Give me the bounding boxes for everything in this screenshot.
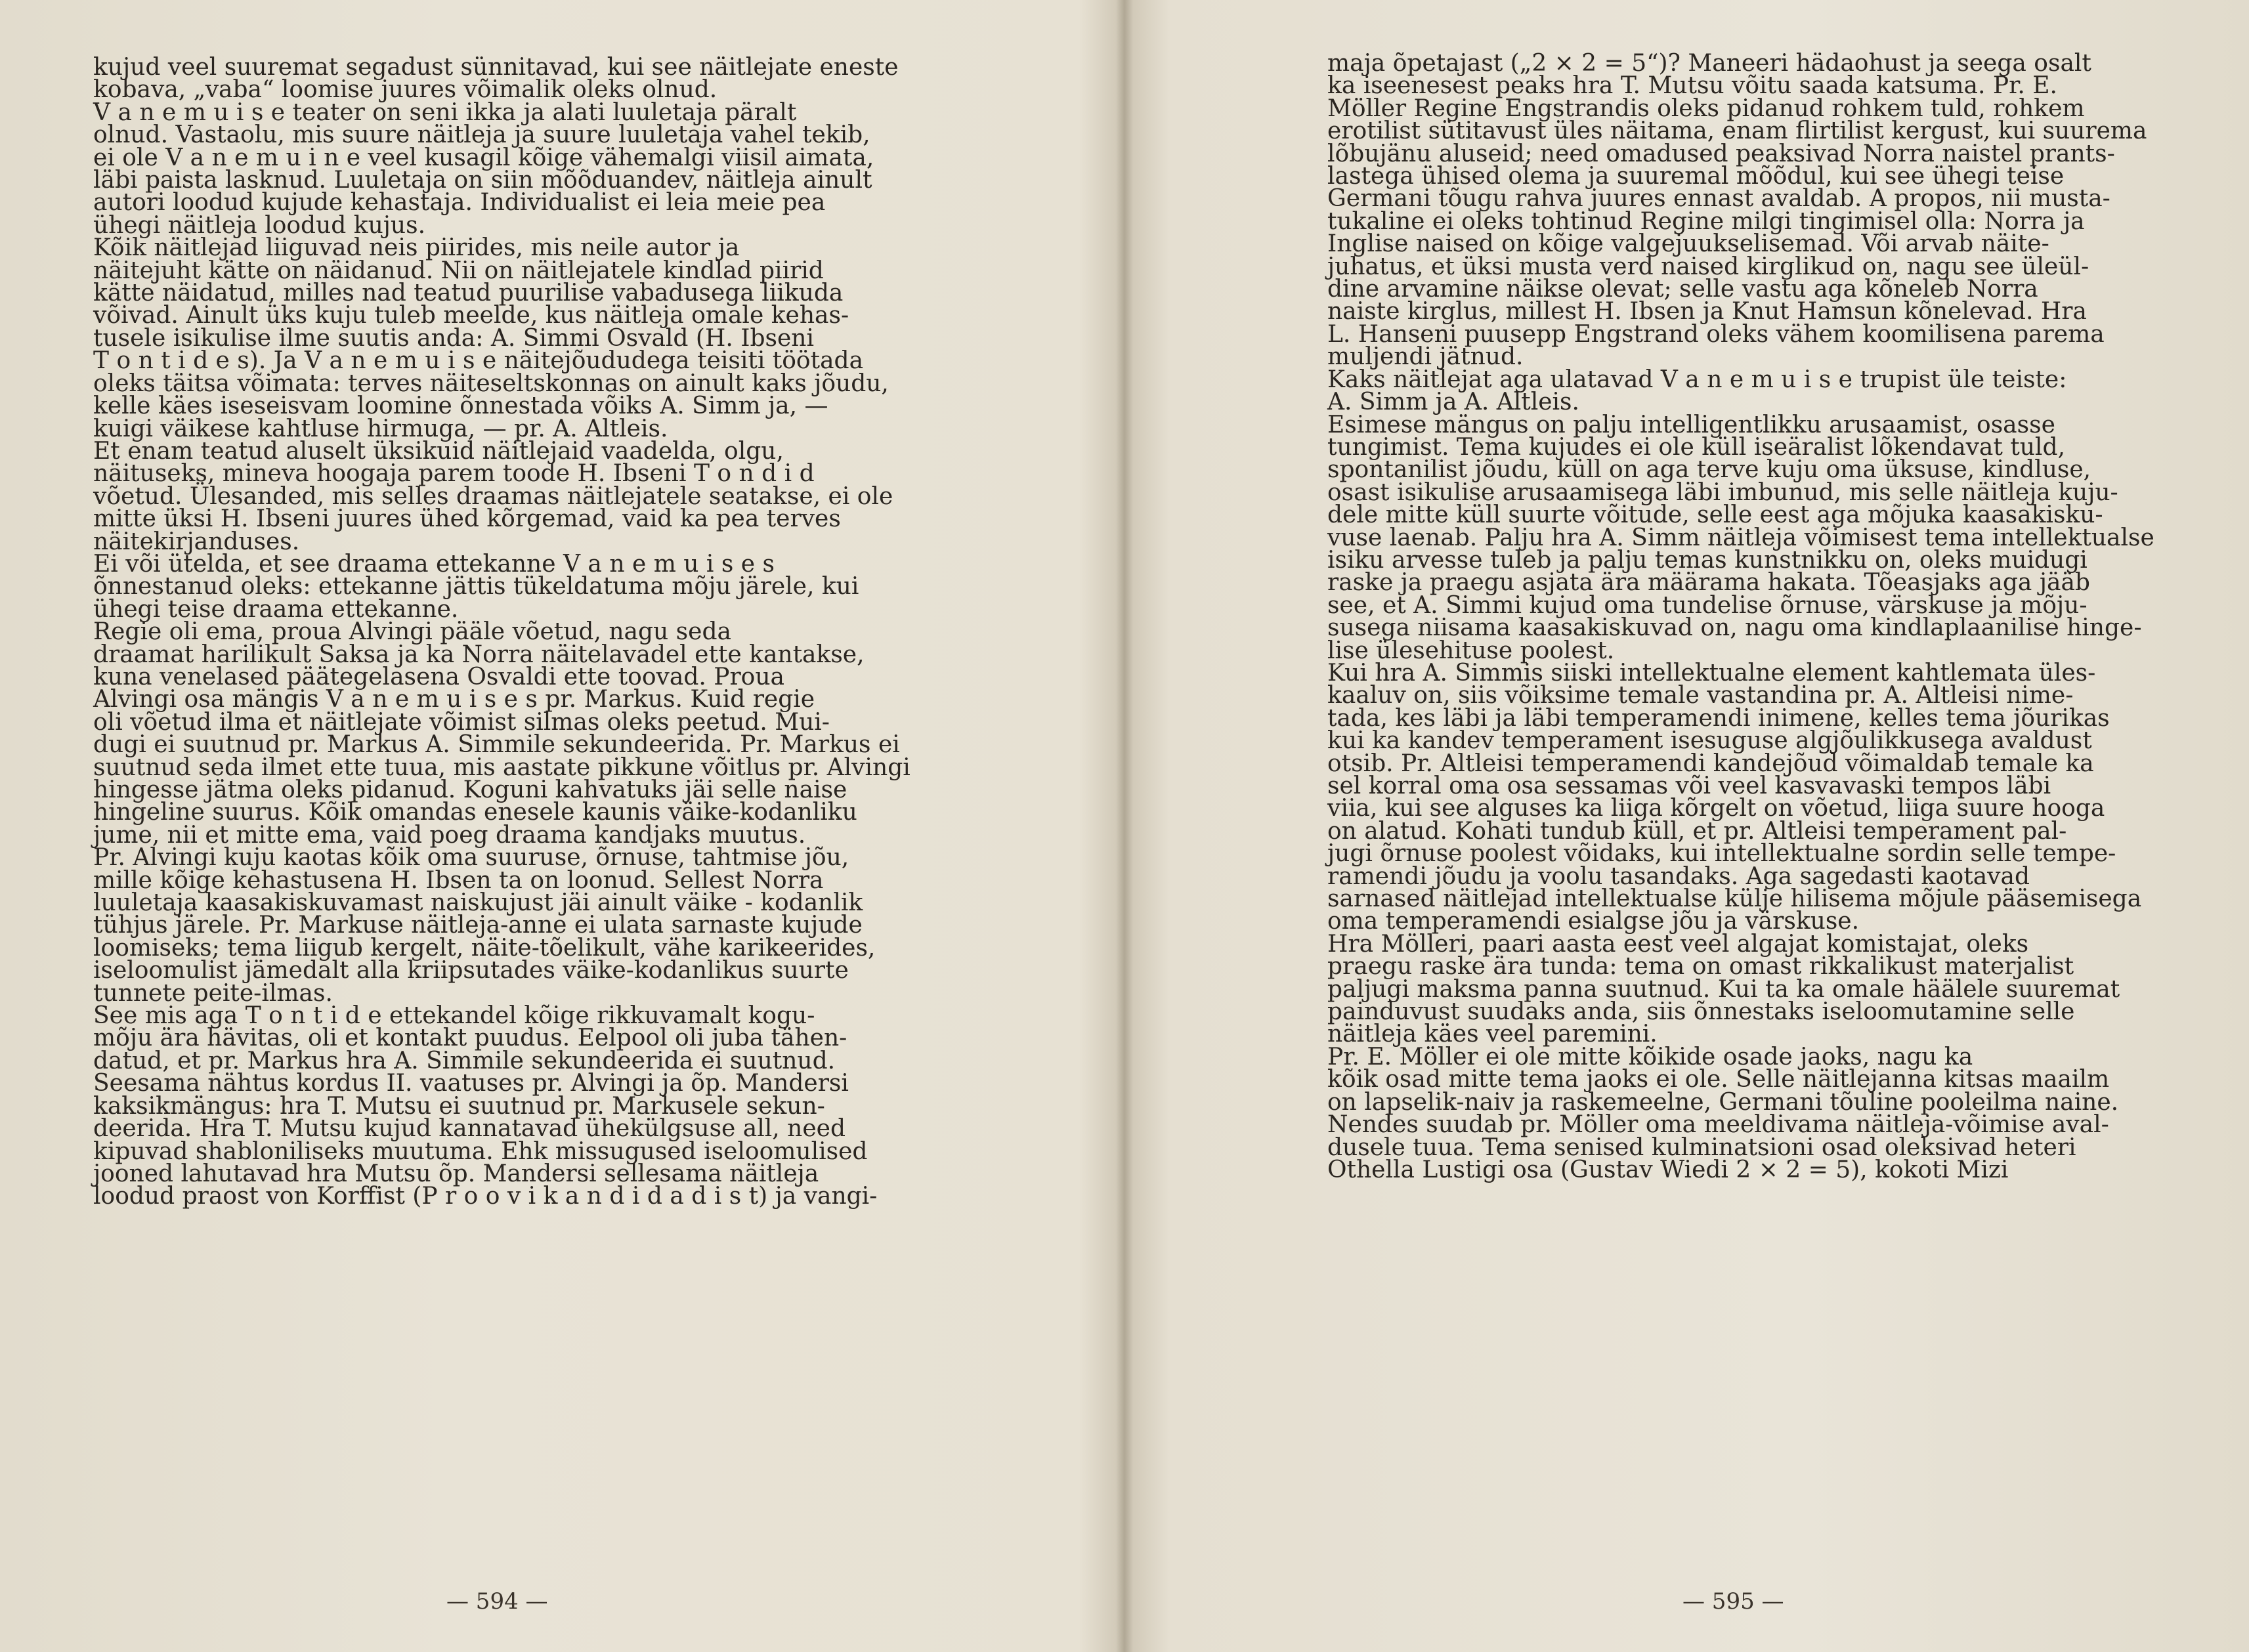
page-number: — 595 — <box>1682 1588 1784 1615</box>
paragraph: Regie oli ema, proua Alvingi pääle võetud, nagu seda draamat harilikult Saksa ja ka Norra näitelavadel ette kantakse, kuna venelased päätegelasena Osvaldi ette toovad. Proua Alvingi osa mängis V a n e m u i s e s pr. Markus. Kuid regie oli võetud ilma et näitlejate võimist silmas oleks peetud. Mui- dugi ei suutnud pr. Markus A. Simmile sekundeerida. Pr. Markus ei suutnud seda ilmet ette tuua, mis aastate pikkune võitlus pr. Alvingi hingesse jätma oleks pidanud. Koguni kahvatuks jäi selle naise hingeline suurus. Kõik omandas enesele kaunis väike-kodanliku jume, nii et mitte ema, vaid poeg draama kandjaks muutus. Pr. Alvingi kuju kaotas kõik oma suuruse, õrnuse, tahtmise jõu, mille kõige kehastusena H. Ibsen ta on loonud. Sellest Norra luuletaja kaasakiskuvamast naiskujust jäi ainult väike - kodanlik tühjus järele. Pr. Markuse näitleja-anne ei ulata sarnaste kujude loomiseks; tema liigub kergelt, näite-tõelikult, vähe karikeerides, iseloomulist jämedalt alla kriipsutades väike-kodanlikus suurte tunnete peite-ilmas. <box>93 618 910 1007</box>
left-page <box>0 0 1124 1652</box>
paragraph: kujud veel suuremat segadust sünnitavad, kui see näitlejate eneste kobava, „vaba“ loomise juures võimalik oleks olnud. <box>93 54 899 104</box>
paragraph: Hra Mölleri, paari aasta eest veel algajat komistajat, oleks praegu raske ära tunda: tema on omast rikkalikust materjalist paljugi maksma panna suutnud. Kui ta ka omale häälele suuremat painduvust suudaks anda, siis õnnestaks iseloomutamine selle näitleja käes veel paremini. <box>1327 930 2120 1048</box>
paragraph: maja õpetajast („2 × 2 = 5“)? Maneeri hädaohust ja seega osalt ka iseenesest peaks hra T. Mutsu võitu saada katsuma. Pr. E. Möller Regine Engstrandis oleks pidanud rohkem tuld, rohkem erotilist sütitavust üles näitama, enam flirtilist kergust, kui suurema lõbujänu aluseid; need omadused peaksivad Norra naistel prants- lastega ühised olema ja suuremal mõõdul, kui see ühegi teise Germani tõugu rahva juures ennast avaldab. A propos, nii musta- tukaline ei oleks tohtinud Regine milgi tingimisel olla: Norra ja Inglise naised on kõige valgejuukselisemad. Või arvab näite- juhatus, et üksi musta verd naised kirglikud on, nagu see üleül- dine arvamine näikse olevat; selle vastu aga kõneleb Norra naiste kirglus, millest H. Ibsen ja Knut Hamsun kõnelevad. Hra L. Hanseni puusepp Engstrand oleks vähem koomilisena parema muljendi jätnud. <box>1327 50 2147 371</box>
paragraph: Kõik näitlejad liiguvad neis piirides, mis neile autor ja näitejuht kätte on näidanud. Nii on näitlejatele kindlad piirid kätte näidatud, milles nad teatud puurilise vabadusega liikuda võivad. Ainult üks kuju tuleb meelde, kus näitleja omale kehas- tusele isikulise ilme suutis anda: A. Simmi Osvald (H. Ibseni T o n t i d e s). Ja V a n e m u i s e näitejõududega teisiti töötada oleks täitsa võimata: terves näiteseltskonnas on ainult kaks jõudu, kelle käes iseseisvam loomine õnnestada võiks A. Simm ja, — kuigi väikese kahtluse hirmuga, — pr. A. Altleis. <box>93 234 889 442</box>
paragraph: Kui hra A. Simmis siiski intellektualne element kahtlemata üles- kaaluv on, siis võiksime temale vastandina pr. A. Altleisi nime- tada, kes läbi ja läbi temperamendi inimene, kelles tema jõurikas kui ka kandev temperament isesuguse algjõulikkusega avaldust otsib. Pr. Altleisi temperamendi kandejõud võimaldab temale ka sel korral oma osa sessamas või veel kasvavaski tempos läbi viia, kui see alguses ka liiga kõrgelt on võetud, liiga suure hooga on alatud. Kohati tundub küll, et pr. Altleisi temperament pal- jugi õrnuse poolest võidaks, kui intellektualne sordin selle tempe- ramendi jõudu ja voolu tasandaks. Aga sagedasti kaotavad sarnased näitlejad intellektualse külje hilisema mõjule pääsemisega oma temperamendi esialgse jõu ja värskuse. <box>1327 659 2142 935</box>
paragraph: See mis aga T o n t i d e ettekandel kõige rikkuvamalt kogu- mõju ära hävitas, oli et kontakt puudus. Eelpool oli juba tähen- datud, et pr. Markus hra A. Simmile sekundeerida ei suutnud. Seesama nähtus kordus II. vaatuses pr. Alvingi ja õp. Mandersi kaksikmängus: hra T. Mutsu ei suutnud pr. Markusele sekun- deerida. Hra T. Mutsu kujud kannatavad ühekülgsuse all, need kipuvad shabloniliseks muutuma. Ehk missugused iseloomulised jooned lahutavad hra Mutsu õp. Mandersi sellesama näitleja loodud praost von Korffist (P r o o v i k a n d i d a d i s t) ja vangi- <box>93 1002 878 1210</box>
left-page-text <box>93 56 958 1208</box>
paragraph: V a n e m u i s e teater on seni ikka ja alati luuletaja päralt olnud. Vastaolu, mis suure näitleja ja suure luuletaja vahel tekib, ei ole V a n e m u i n e veel kusagil kõige vähemalgi viisil aimata, läbi paista lasknud. Luuletaja on siin mõõduandev, näitleja ainult autori loodud kujude kehastaja. Individualist ei leia meie pea ühegi näitleja loodud kujus. <box>93 98 874 239</box>
paragraph: Kaks näitlejat aga ulatavad V a n e m u i s e trupist üle teiste: A. Simm ja A. Altleis. <box>1327 366 2067 416</box>
right-page <box>1124 0 2249 1652</box>
paragraph: Ei või ütelda, et see draama ettekanne V a n e m u i s e s õnnestanud oleks: ettekanne jättis tükeldatuma mõju järele, kui ühegi teise draama ettekanne. <box>93 550 859 623</box>
paragraph: Pr. E. Möller ei ole mitte kõikide osade jaoks, nagu ka kõik osad mitte tema jaoks ei ole. Selle näitlejanna kitsas maailm on lapselik-naiv ja raskemeelne, Germani tõuline pooleilma naine. Nendes suudab pr. Möller oma meeldivama näitleja-võimise aval- dusele tuua. Tema senised kulminatsioni osad oleksivad heteri Othella Lustigi osa (Gustav Wiedi 2 × 2 = 5), kokoti Mizi <box>1327 1043 2119 1183</box>
paragraph: Et enam teatud aluselt üksikuid näitlejaid vaadelda, olgu, näituseks, mineva hoogaja parem toode H. Ibseni T o n d i d võetud. Ülesanded, mis selles draamas näitlejatele seatakse, ei ole mitte üksi H. Ibseni juures ühed kõrgemad, vaid ka pea terves näitekirjanduses. <box>93 437 893 555</box>
right-page-text <box>1327 50 2194 1183</box>
page-number: — 594 — <box>446 1588 548 1615</box>
paragraph: Esimese mängus on palju intelligentlikku arusaamist, osasse tungimist. Tema kujudes ei ole küll iseäralist lõkendavat tuld, spontanilist jõudu, küll on aga terve kuju oma üksuse, kindluse, osast isikulise arusaamisega läbi imbunud, mis selle näitleja kuju- dele mitte küll suurte võitude, selle eest aga mõjuka kaasakisku- vuse laenab. Palju hra A. Simm näitleja võimisest tema intellektualse isiku arvesse tuleb ja palju temas kunstnikku on, oleks muidugi raske ja praegu asjata ära määrama hakata. Tõeasjaks aga jääb see, et A. Simmi kujud oma tundelise õrnuse, värskuse ja mõju- susega niisama kaasakiskuvad on, nagu oma kindlaplaanilise hinge- lise ülesehituse poolest. <box>1327 411 2154 664</box>
